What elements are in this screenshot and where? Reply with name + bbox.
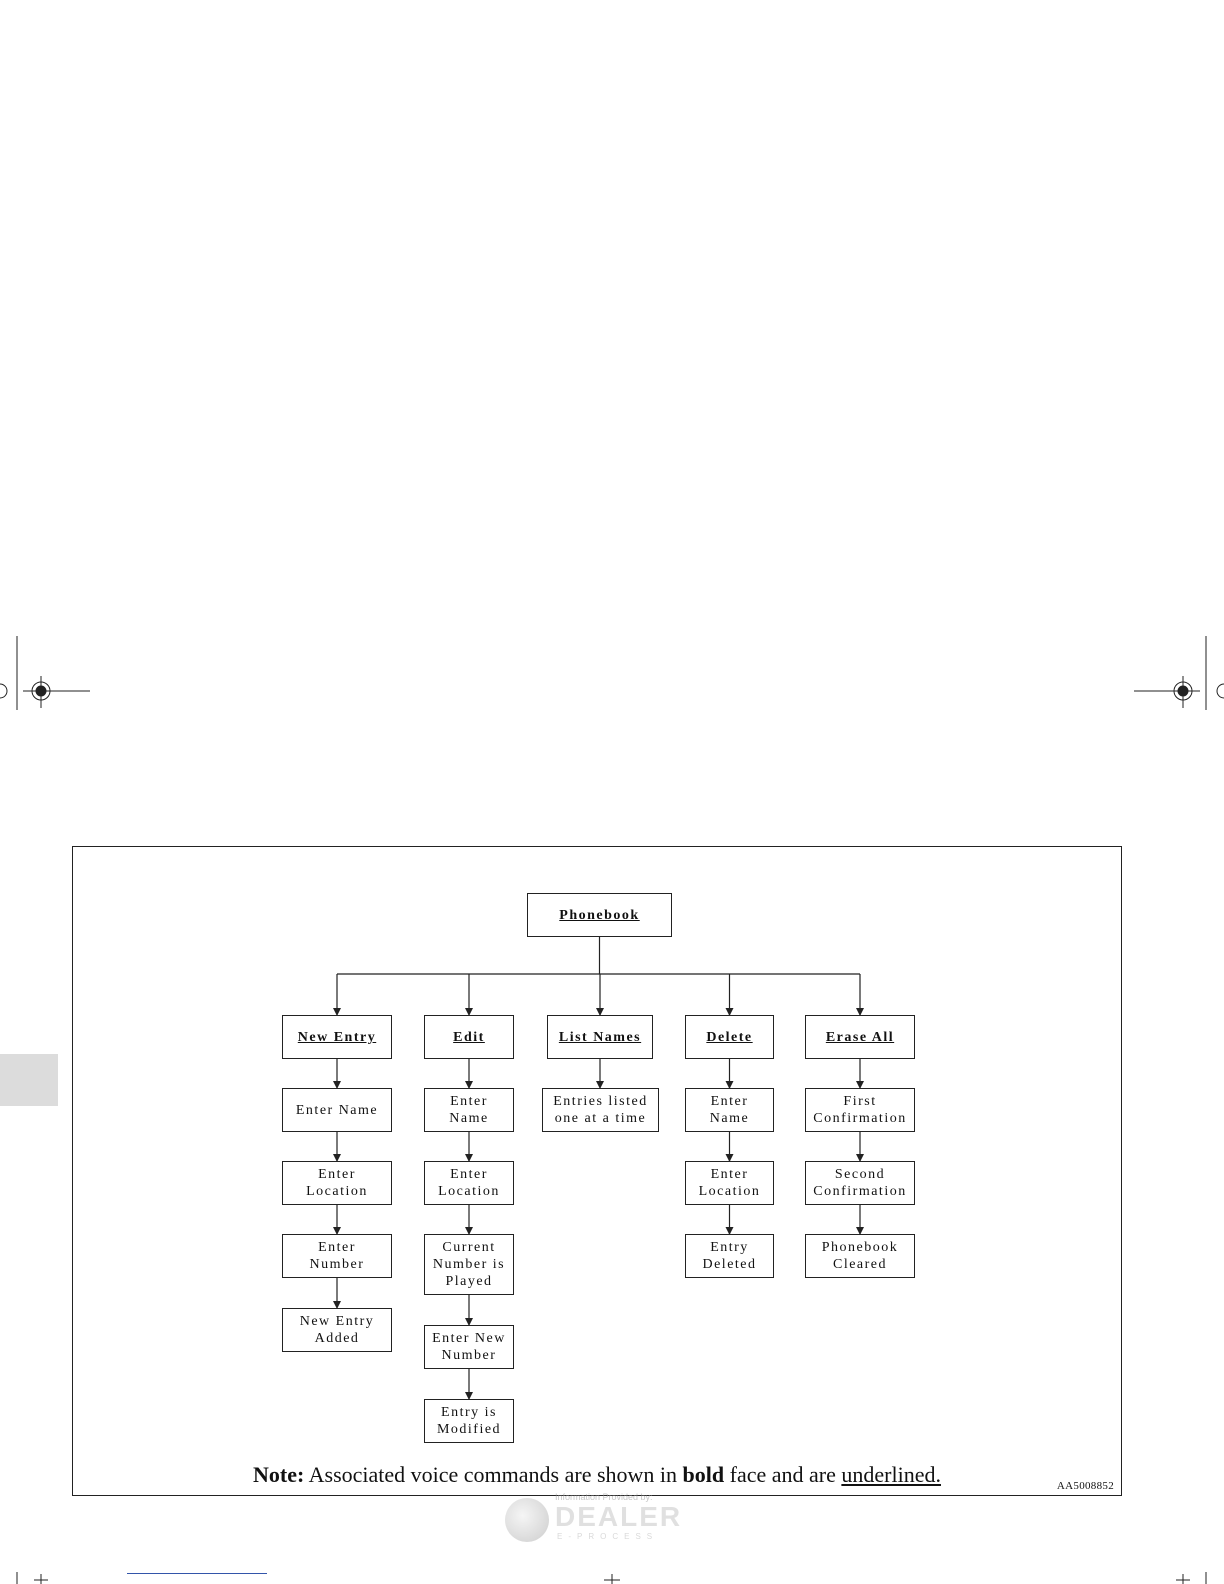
note-underlined-word: underlined. [841,1462,941,1487]
step-node: First Confirmation [805,1088,915,1132]
root-node-phonebook: Phonebook [527,893,672,937]
command-node-erase-all: Erase All [805,1015,915,1059]
note-label: Note: [253,1462,305,1487]
diagram-note [72,1462,1122,1488]
footer-rule [127,1573,267,1574]
step-node: Enter Name [282,1088,392,1132]
command-node-edit: Edit [424,1015,514,1059]
note-text-2: face and are [729,1462,836,1487]
command-node-new-entry: New Entry [282,1015,392,1059]
dealer-logo-icon [505,1498,549,1542]
step-node: Enter Name [685,1088,774,1132]
step-node: Second Confirmation [805,1161,915,1205]
step-node: Current Number is Played [424,1234,514,1295]
command-node-list-names: List Names [547,1015,653,1059]
step-node: New Entry Added [282,1308,392,1352]
note-bold-word: bold [682,1462,725,1487]
step-node: Enter Number [282,1234,392,1278]
step-node: Enter Location [282,1161,392,1205]
watermark-main-text: DEALER [555,1501,683,1532]
command-node-delete: Delete [685,1015,774,1059]
watermark-top-text: Information Provided by: [555,1492,653,1502]
step-node: Enter Location [424,1161,514,1205]
dealer-watermark [505,1492,715,1548]
step-node: Enter Location [685,1161,774,1205]
step-node: Enter New Number [424,1325,514,1369]
figure-code: AA5008852 [1056,1480,1114,1492]
step-node: Entries listed one at a time [542,1088,659,1132]
step-node: Entry is Modified [424,1399,514,1443]
step-node: Enter Name [424,1088,514,1132]
watermark-sub-text: E-PROCESS [557,1532,659,1541]
step-node: Phonebook Cleared [805,1234,915,1278]
step-node: Entry Deleted [685,1234,774,1278]
note-text-1: Associated voice commands are shown in [308,1462,678,1487]
